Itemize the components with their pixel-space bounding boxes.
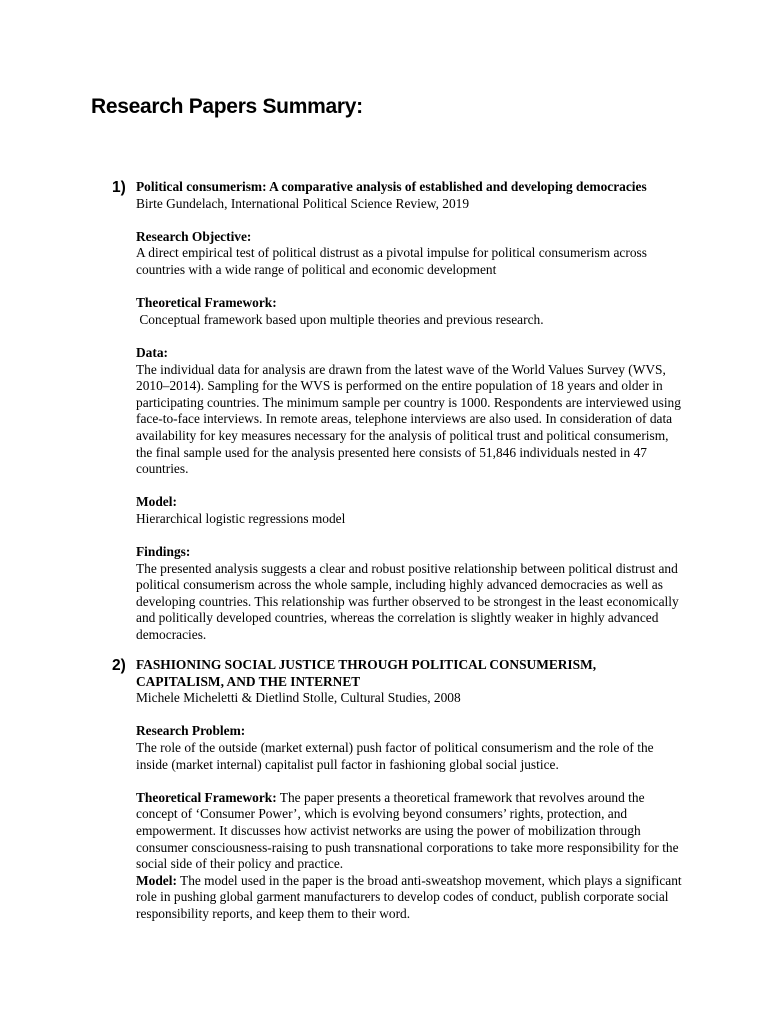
section-text: The paper presents a theoretical framework that revolves around the concept of ‘Consumer Power’, which is evolving beyond consumers’ rights, protection, and empowerment. It discusses how activist networks are using the power of mobilization through consumer consciousness-raising to push transnational corporations to take more responsibility for the social side of their policy and practice. [136,789,679,872]
section-label: Model: [136,872,177,888]
section-text: The individual data for analysis are drawn from the latest wave of the World Values Survey (WVS, 2010–2014). Sampling for the WVS is performed on the entire population of 18 years and older in participating countries. The minimum sample per country is 1000. Respondents are interviewed using face-to-face interviews. In remote areas, telephone interviews are also used. In consideration of data availability for key measures necessary for the analysis of political trust and political consumerism, the final sample used for the analysis presented here consists of 51,846 individuals nested in 47 countries. [136,361,681,477]
paper-title: FASHIONING SOCIAL JUSTICE THROUGH POLITICAL CONSUMERISM, CAPITALISM, AND THE INTERNET [136,657,597,689]
section-label: Model: [136,494,177,510]
paper-title: Political consumerism: A comparative analysis of established and developing democracies [136,179,647,194]
paper-byline: Michele Micheletti & Dietlind Stolle, Cultural Studies, 2008 [136,690,461,706]
section-theoretical-framework [136,790,682,873]
paper-number: 2) [112,657,126,674]
section-text: The presented analysis suggests a clear and robust positive relationship between political distrust and political consumerism across the whole sample, including highly advanced democracies as well as developing countries. This relationship was further observed to be strongest in the least economically and politically developed countries, whereas the correlation is slightly weaker in highly advanced democracies. [136,560,679,643]
section-label: Research Problem: [136,723,246,739]
section-text: The role of the outside (market external) push factor of political consumerism and the role of the inside (market internal) capitalist pull factor in fashioning global social justice. [136,739,654,772]
section-data [136,345,682,478]
section-research-problem [136,723,682,773]
paper-body [136,657,682,923]
section-model [136,873,682,923]
section-label: Data: [136,344,168,360]
section-research-objective [136,229,682,279]
section-text: Conceptual framework based upon multiple theories and previous research. [136,311,544,327]
section-text: Hierarchical logistic regressions model [136,510,346,526]
document-title: Research Papers Summary: [91,95,363,118]
paper-byline: Birte Gundelach, International Political Science Review, 2019 [136,195,470,211]
section-label: Research Objective: [136,228,252,244]
section-findings [136,544,682,644]
section-model [136,494,682,527]
section-label: Findings: [136,544,191,560]
section-label: Theoretical Framework: [136,295,277,311]
paper-body [136,179,682,644]
section-text: A direct empirical test of political distrust as a pivotal impulse for political consumerism across countries with a wide range of political and economic development [136,245,647,277]
paper-number: 1) [112,179,126,196]
section-text: The model used in the paper is the broad anti-sweatshop movement, which plays a significant role in pushing global garment manufacturers to develop codes of conduct, publish corporate social responsibility reports, and keep them to their word. [136,872,682,921]
section-label: Theoretical Framework: [136,789,277,805]
section-theoretical-framework [136,295,682,328]
